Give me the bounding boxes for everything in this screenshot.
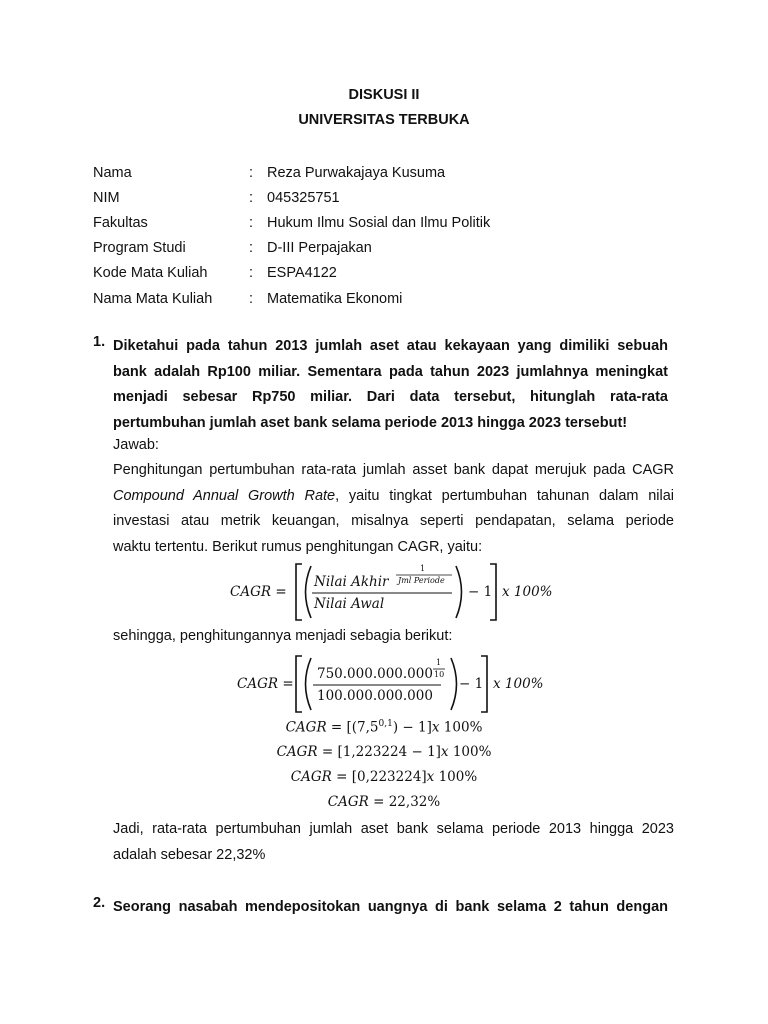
step-rest: ) − 1] — [392, 719, 432, 736]
step-superscript: 0,1 — [378, 719, 393, 729]
formula-numerator: 750.000.000.000 — [317, 666, 433, 682]
step-times: x — [440, 744, 449, 760]
question-text — [113, 895, 668, 921]
info-label: Program Studi — [93, 240, 186, 257]
exponent-denominator: Jml Periode — [398, 576, 445, 585]
left-square-bracket — [296, 564, 302, 620]
exponent-denominator: 10 — [434, 670, 445, 679]
info-label: Nama — [93, 164, 132, 181]
step-percent: 100% — [448, 744, 492, 760]
formula-minus-one: − 1 — [468, 584, 493, 600]
exponent-numerator: 1 — [420, 564, 426, 573]
formula-numerator: Nilai Akhir — [314, 574, 389, 590]
info-row-nama-mata-kuliah — [93, 286, 490, 311]
document-subtitle: UNIVERSITAS TERBUKA — [298, 112, 470, 128]
info-label: Fakultas — [93, 214, 148, 231]
info-row-fakultas — [93, 210, 490, 235]
formula-denominator: Nilai Awal — [314, 596, 385, 612]
step-lhs: CAGR — [290, 769, 332, 785]
info-colon: : — [249, 164, 254, 181]
formula-minus-one: − 1 — [459, 676, 484, 692]
step-lhs: CAGR — [285, 719, 327, 736]
answer-paragraph — [113, 458, 674, 560]
calc-step — [0, 769, 768, 785]
formula-lhs: CAGR = — [230, 584, 287, 600]
paragraph-line: waktu tertentu. Berikut rumus penghitungan CAGR, yaitu: — [113, 538, 483, 555]
calc-step — [0, 744, 768, 760]
formula-times: x 100% — [493, 676, 544, 692]
left-paren — [306, 658, 312, 710]
step-rhs: = [1,223224 − 1] — [317, 744, 441, 760]
info-row-kode-mata-kuliah — [93, 261, 490, 286]
left-paren — [306, 566, 312, 618]
right-paren — [451, 658, 457, 710]
paragraph-line: adalah sebesar 22,32% — [113, 846, 266, 863]
step-times: x — [426, 769, 435, 785]
step-percent: 100% — [439, 719, 483, 736]
info-value: Reza Purwakajaya Kusuma — [267, 164, 446, 181]
right-paren — [456, 566, 462, 618]
step-lhs: CAGR — [327, 794, 369, 810]
info-row-program-studi — [93, 236, 490, 261]
question-number: 2. — [93, 895, 106, 911]
info-colon: : — [249, 290, 254, 307]
paragraph-line: investasi atau metrik keuangan, misalnya seperti pendapatan, selama periode — [113, 513, 674, 529]
cagr-substituted-formula — [237, 652, 597, 716]
question-line: Seorang nasabah mendepositokan uangnya di bank selama 2 tahun dengan — [113, 899, 668, 915]
info-label: Kode Mata Kuliah — [93, 265, 208, 282]
step-times: x — [431, 719, 440, 736]
paragraph-line: Jadi, rata-rata pertumbuhan jumlah aset bank selama periode 2013 hingga 2023 — [113, 821, 674, 837]
question-line: pertumbuhan jumlah aset bank selama periode 2013 hingga 2023 tersebut! — [113, 414, 628, 431]
calc-step-result — [0, 794, 768, 810]
question-text — [113, 334, 668, 436]
step-rhs: = [(7,5 — [326, 719, 379, 736]
document-title: DISKUSI II — [348, 87, 420, 103]
question-line: Diketahui pada tahun 2013 jumlah aset atau kekayaan yang dimiliki sebuah — [113, 338, 668, 354]
info-value: Matematika Ekonomi — [267, 290, 403, 307]
info-row-nim — [93, 185, 490, 210]
paragraph-text: , yaitu tingkat pertumbuhan tahunan dalam nilai — [335, 487, 674, 504]
jawab-text: Jawab: — [113, 437, 159, 453]
calc-step — [0, 719, 768, 736]
info-colon: : — [249, 189, 254, 206]
info-value: D-III Perpajakan — [267, 240, 372, 257]
question-number: 1. — [93, 334, 106, 350]
info-value: 045325751 — [267, 189, 340, 206]
sehingga-paragraph — [113, 624, 674, 650]
step-rhs: = [0,223224] — [331, 769, 427, 785]
left-square-bracket — [296, 656, 302, 712]
paragraph-line — [113, 484, 674, 510]
info-colon: : — [249, 214, 254, 231]
step-lhs: CAGR — [276, 744, 318, 760]
formula-denominator: 100.000.000.000 — [317, 688, 433, 704]
info-label: NIM — [93, 189, 120, 206]
student-info — [93, 160, 490, 311]
paragraph-line: sehingga, penghitungannya menjadi sebagia berikut: — [113, 628, 453, 644]
question-line: bank adalah Rp100 miliar. Sementara pada tahun 2023 jumlahnya meningkat — [113, 363, 668, 380]
exponent-numerator: 1 — [436, 658, 442, 667]
italic-term: Compound Annual Growth Rate — [113, 487, 336, 504]
info-colon: : — [249, 240, 254, 257]
info-value: Hukum Ilmu Sosial dan Ilmu Politik — [267, 214, 491, 231]
info-colon: : — [249, 265, 254, 282]
info-label: Nama Mata Kuliah — [93, 290, 213, 307]
cagr-formula — [230, 560, 590, 624]
answer-label — [113, 433, 674, 459]
conclusion-paragraph — [113, 817, 674, 868]
formula-times: x 100% — [502, 584, 553, 600]
question-line: menjadi sebesar Rp750 miliar. Dari data tersebut, hitunglah rata-rata — [113, 389, 668, 405]
step-percent: 100% — [434, 769, 478, 785]
paragraph-line: Penghitungan pertumbuhan rata-rata jumlah asset bank dapat merujuk pada CAGR — [113, 462, 674, 478]
step-rhs: = 22,32% — [368, 794, 441, 810]
info-row-nama — [93, 160, 490, 185]
info-value: ESPA4122 — [267, 265, 337, 282]
formula-lhs: CAGR = — [237, 676, 294, 692]
